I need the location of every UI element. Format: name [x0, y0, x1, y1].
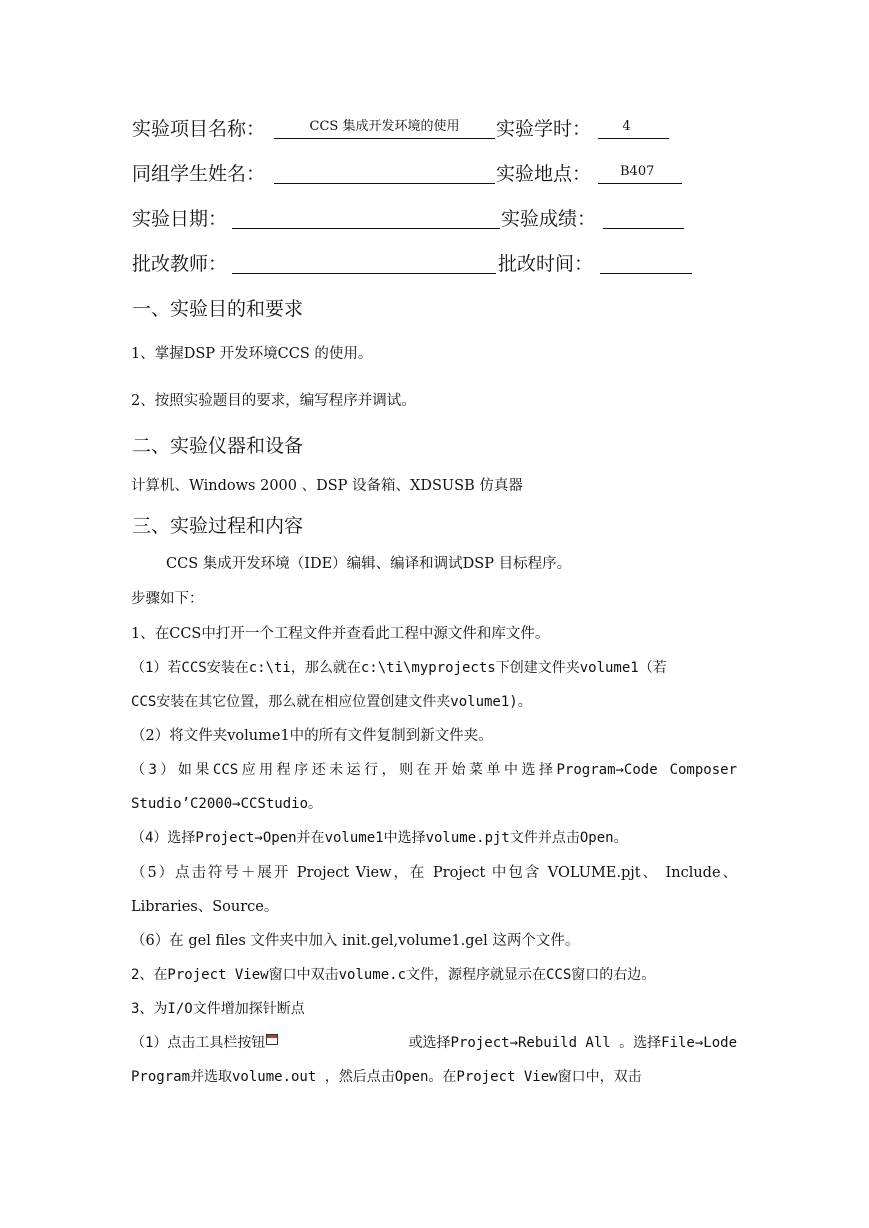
section-2-text: 计算机、Windows 2000 、DSP 设备箱、XDSUSB 仿真器 — [131, 478, 523, 494]
section-3-intro: CCS 集成开发环境（IDE）编辑、编译和调试DSP 目标程序。 — [166, 556, 572, 572]
step-1-3-line-1: （3）如果CCS应用程序还未运行，则在开始菜单中选择Program→Code Composer — [131, 762, 737, 778]
hours-label: 实验学时： — [496, 118, 592, 140]
score-label: 实验成绩： — [501, 208, 597, 230]
rebuild-all-icon — [266, 1034, 278, 1045]
step-1-1-line-2: CCS安装在其它位置，那么就在相应位置创建文件夹volume1)。 — [131, 694, 532, 710]
step-3-1-line-2: Program并选取volume.out ，然后点击Open。在Project View窗口中，双击 — [131, 1069, 642, 1085]
step-1-4: （4）选择Project→Open并在volume1中选择volume.pjt文件并点击Open。 — [131, 830, 628, 846]
teacher-field — [232, 251, 496, 274]
step-1-1-line-1: （1）若CCS安装在c:\ti，那么就在c:\ti\myprojects下创建文件夹volume1（若 — [131, 660, 667, 676]
step-1: 1、在CCS中打开一个工程文件并查看此工程中源文件和库文件。 — [131, 626, 550, 642]
project-name-value: CCS 集成开发环境的使用 — [309, 119, 460, 134]
step-1-6: （6）在 gel files 文件夹中加入 init.gel,volume1.gel 这两个文件。 — [131, 933, 580, 949]
step-3-1-prefix: （1）点击工具栏按钮 — [131, 1035, 266, 1051]
date-field — [232, 206, 500, 229]
group-field — [274, 161, 495, 184]
hours-value: 4 — [622, 119, 631, 134]
step-1-3-line-2: Studio’C2000→CCStudio。 — [131, 796, 323, 812]
section-3-steps-label: 步骤如下： — [131, 591, 204, 607]
step-1-5-line-1: （5）点击符号＋展开 Project View，在 Project 中包含 VOLUME.pjt、 Include、 — [131, 865, 737, 881]
review-time-label: 批改时间： — [498, 253, 594, 275]
step-3-1-suffix: 或选择Project→Rebuild All 。选择File→Lode — [408, 1035, 737, 1051]
location-value: B407 — [620, 164, 655, 179]
step-2: 2、在Project View窗口中双击volume.c文件，源程序就显示在CCS窗口的右边。 — [131, 967, 656, 983]
section-3-title: 三、实验过程和内容 — [132, 515, 304, 537]
section-1-item-2: 2、按照实验题目的要求，编写程序并调试。 — [131, 393, 416, 409]
date-label: 实验日期： — [132, 208, 228, 230]
step-3-1-text-a — [131, 1033, 279, 1053]
step-1-2: （2）将文件夹volume1中的所有文件复制到新文件夹。 — [131, 728, 493, 744]
score-field — [603, 206, 684, 229]
review-time-field — [600, 251, 692, 274]
step-3-1-line-1 — [131, 1033, 737, 1053]
group-label: 同组学生姓名： — [132, 163, 266, 185]
project-name-label: 实验项目名称： — [132, 118, 266, 140]
location-field — [598, 161, 682, 184]
location-label: 实验地点： — [496, 163, 592, 185]
section-1-item-1: 1、掌握DSP 开发环境CCS 的使用。 — [131, 346, 373, 362]
step-3: 3、为I/O文件增加探针断点 — [131, 1001, 305, 1017]
teacher-label: 批改教师： — [132, 253, 228, 275]
hours-field — [598, 116, 669, 139]
step-1-5-line-2: Libraries、Source。 — [131, 899, 279, 915]
project-name-field — [274, 116, 495, 139]
section-2-title: 二、实验仪器和设备 — [132, 435, 304, 457]
section-1-title: 一、实验目的和要求 — [132, 298, 304, 320]
